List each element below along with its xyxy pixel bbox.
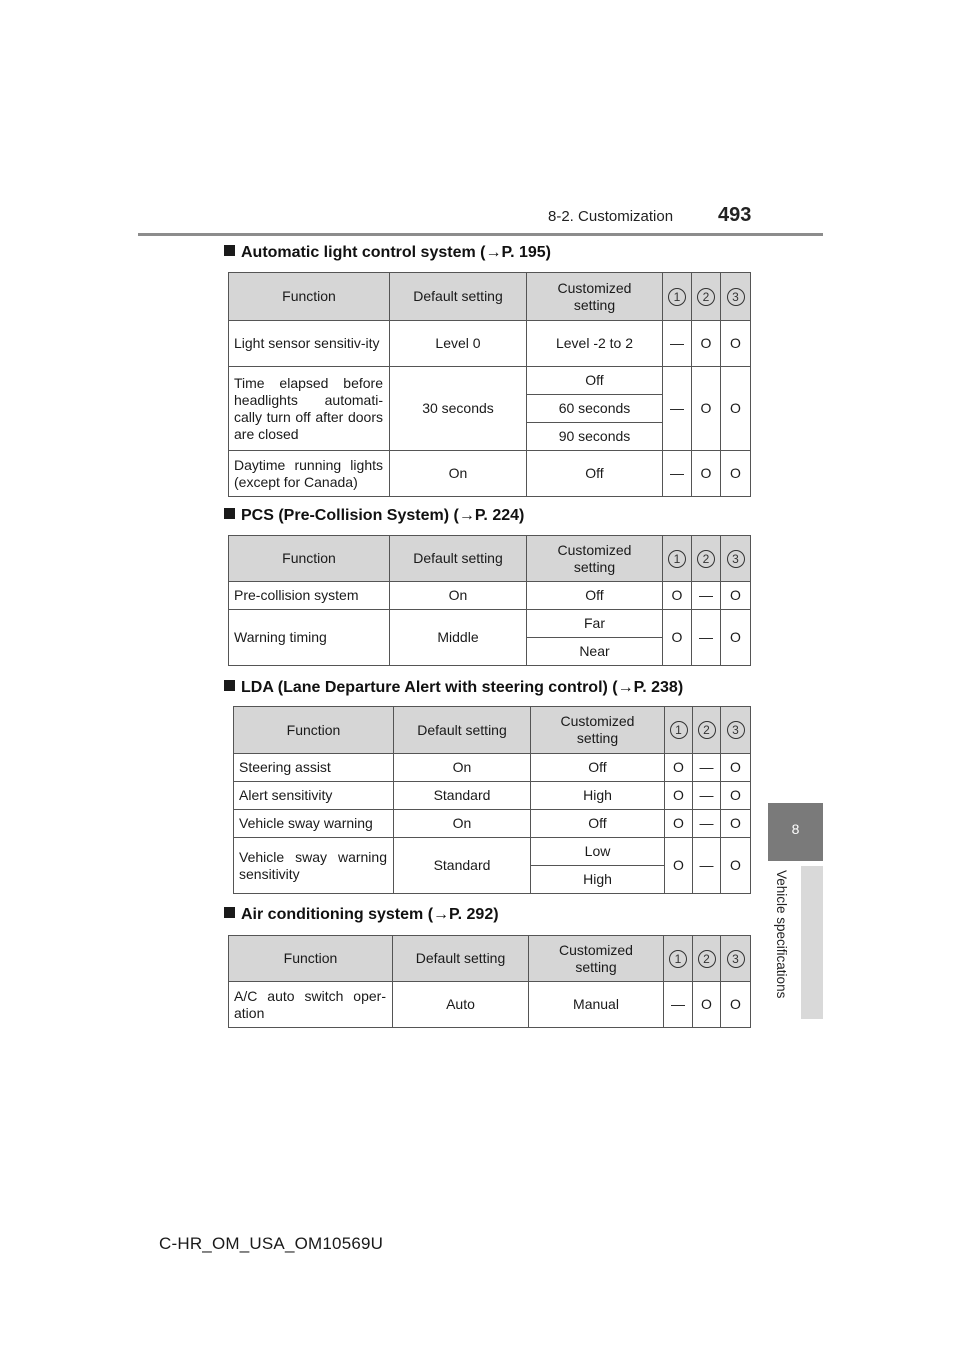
table-header-row <box>229 936 751 982</box>
column-header-default: Default setting <box>394 707 531 754</box>
chapter-title: Vehicle specifications <box>774 870 789 999</box>
mark-cell: O <box>721 782 751 810</box>
chapter-side-bar <box>801 866 823 1019</box>
column-header-custom: Customized setting <box>527 273 663 321</box>
lda-table <box>233 706 751 894</box>
mark-cell: — <box>663 451 692 497</box>
table-header-row <box>229 273 751 321</box>
mark-cell: — <box>693 838 721 894</box>
table-row <box>229 451 751 497</box>
default-cell: Middle <box>390 610 527 666</box>
section-heading: 8-2. Customization <box>548 208 674 225</box>
circled-3-icon: 3 <box>727 288 745 306</box>
custom-cell: Manual <box>529 982 664 1028</box>
table-row <box>229 582 751 610</box>
mark-cell: O <box>721 610 751 666</box>
function-cell: A/C auto switch oper-ation <box>229 982 393 1028</box>
pcs-table <box>228 535 751 666</box>
circled-1-icon: 1 <box>670 721 688 739</box>
table-row <box>234 754 751 782</box>
custom-cell: 90 seconds <box>527 423 663 451</box>
mark-cell: O <box>663 582 692 610</box>
circled-2-icon: 2 <box>697 550 715 568</box>
mark-cell: O <box>693 982 721 1028</box>
mark-cell: — <box>693 810 721 838</box>
mark-cell: O <box>721 754 751 782</box>
column-header-default: Default setting <box>390 273 527 321</box>
square-bullet-icon <box>224 508 235 519</box>
mark-cell: — <box>663 321 692 367</box>
mark-cell: — <box>692 610 721 666</box>
table-row <box>229 610 751 638</box>
mark-cell: O <box>721 810 751 838</box>
table-row <box>229 982 751 1028</box>
circled-2-icon: 2 <box>698 950 716 968</box>
column-header-custom: Customized setting <box>527 536 663 582</box>
default-cell: Level 0 <box>390 321 527 367</box>
mark-cell: O <box>692 321 721 367</box>
mark-cell: O <box>692 367 721 451</box>
square-bullet-icon <box>224 680 235 691</box>
custom-cell: Far <box>527 610 663 638</box>
mark-cell: O <box>721 582 751 610</box>
page-number: 493 <box>718 204 752 226</box>
column-header-default: Default setting <box>390 536 527 582</box>
table-row <box>229 321 751 367</box>
custom-cell: Near <box>527 638 663 666</box>
custom-cell: Off <box>527 582 663 610</box>
circled-2-icon: 2 <box>698 721 716 739</box>
mark-cell: — <box>693 782 721 810</box>
table-row <box>234 810 751 838</box>
section-title-air-conditioning: Air conditioning system (→P. 292) <box>224 906 499 924</box>
mark-cell: O <box>665 838 693 894</box>
chapter-tab[interactable] <box>768 803 823 861</box>
mark-cell: O <box>721 451 751 497</box>
automatic-light-table <box>228 272 751 497</box>
mark-cell: O <box>721 838 751 894</box>
column-header-custom: Customized setting <box>531 707 665 754</box>
default-cell: On <box>394 754 531 782</box>
mark-cell: O <box>721 982 751 1028</box>
section-title-pcs: PCS (Pre-Collision System) (→P. 224) <box>224 507 524 525</box>
function-cell: Steering assist <box>234 754 394 782</box>
custom-cell: Level -2 to 2 <box>527 321 663 367</box>
document-code: C-HR_OM_USA_OM10569U <box>159 1234 384 1253</box>
column-header-function: Function <box>229 936 393 982</box>
function-cell: Warning timing <box>229 610 390 666</box>
mark-cell: — <box>664 982 693 1028</box>
default-cell: On <box>390 451 527 497</box>
function-cell: Time elapsed before headlights automati-cally turn off after doors are closed <box>229 367 390 451</box>
function-cell: Alert sensitivity <box>234 782 394 810</box>
air-conditioning-table <box>228 935 751 1028</box>
mark-cell: — <box>692 582 721 610</box>
default-cell: On <box>390 582 527 610</box>
mark-cell: — <box>663 367 692 451</box>
circled-3-icon: 3 <box>727 721 745 739</box>
custom-cell: High <box>531 782 665 810</box>
custom-cell: High <box>531 866 665 894</box>
function-cell: Daytime running lights (except for Canada) <box>229 451 390 497</box>
mark-cell: O <box>665 754 693 782</box>
custom-cell: Low <box>531 838 665 866</box>
column-header-function: Function <box>229 536 390 582</box>
circled-2-icon: 2 <box>697 288 715 306</box>
table-row <box>234 782 751 810</box>
default-cell: Standard <box>394 782 531 810</box>
function-cell: Vehicle sway warning sensitivity <box>234 838 394 894</box>
column-header-function: Function <box>229 273 390 321</box>
function-cell: Light sensor sensitiv-ity <box>229 321 390 367</box>
chapter-number: 8 <box>791 821 800 837</box>
mark-cell: O <box>665 810 693 838</box>
table-header-row <box>229 536 751 582</box>
square-bullet-icon <box>224 907 235 918</box>
table-header-row <box>234 707 751 754</box>
custom-cell: Off <box>527 451 663 497</box>
default-cell: Standard <box>394 838 531 894</box>
mark-cell: O <box>665 782 693 810</box>
function-cell: Pre-collision system <box>229 582 390 610</box>
circled-1-icon: 1 <box>668 550 686 568</box>
custom-cell: Off <box>531 754 665 782</box>
circled-3-icon: 3 <box>727 950 745 968</box>
mark-cell: O <box>692 451 721 497</box>
mark-cell: — <box>693 754 721 782</box>
table-row <box>234 838 751 866</box>
default-cell: On <box>394 810 531 838</box>
mark-cell: O <box>721 367 751 451</box>
table-row <box>229 367 751 395</box>
circled-1-icon: 1 <box>669 950 687 968</box>
default-cell: Auto <box>393 982 529 1028</box>
function-cell: Vehicle sway warning <box>234 810 394 838</box>
section-title-lda: LDA (Lane Departure Alert with steering control) (→P. 238) <box>224 679 683 697</box>
custom-cell: 60 seconds <box>527 395 663 423</box>
custom-cell: Off <box>527 367 663 395</box>
mark-cell: O <box>663 610 692 666</box>
header-divider <box>138 233 823 236</box>
circled-3-icon: 3 <box>727 550 745 568</box>
circled-1-icon: 1 <box>668 288 686 306</box>
column-header-custom: Customized setting <box>529 936 664 982</box>
mark-cell: O <box>721 321 751 367</box>
column-header-default: Default setting <box>393 936 529 982</box>
custom-cell: Off <box>531 810 665 838</box>
column-header-function: Function <box>234 707 394 754</box>
section-title-automatic-light: Automatic light control system (→P. 195) <box>224 244 551 262</box>
square-bullet-icon <box>224 245 235 256</box>
default-cell: 30 seconds <box>390 367 527 451</box>
